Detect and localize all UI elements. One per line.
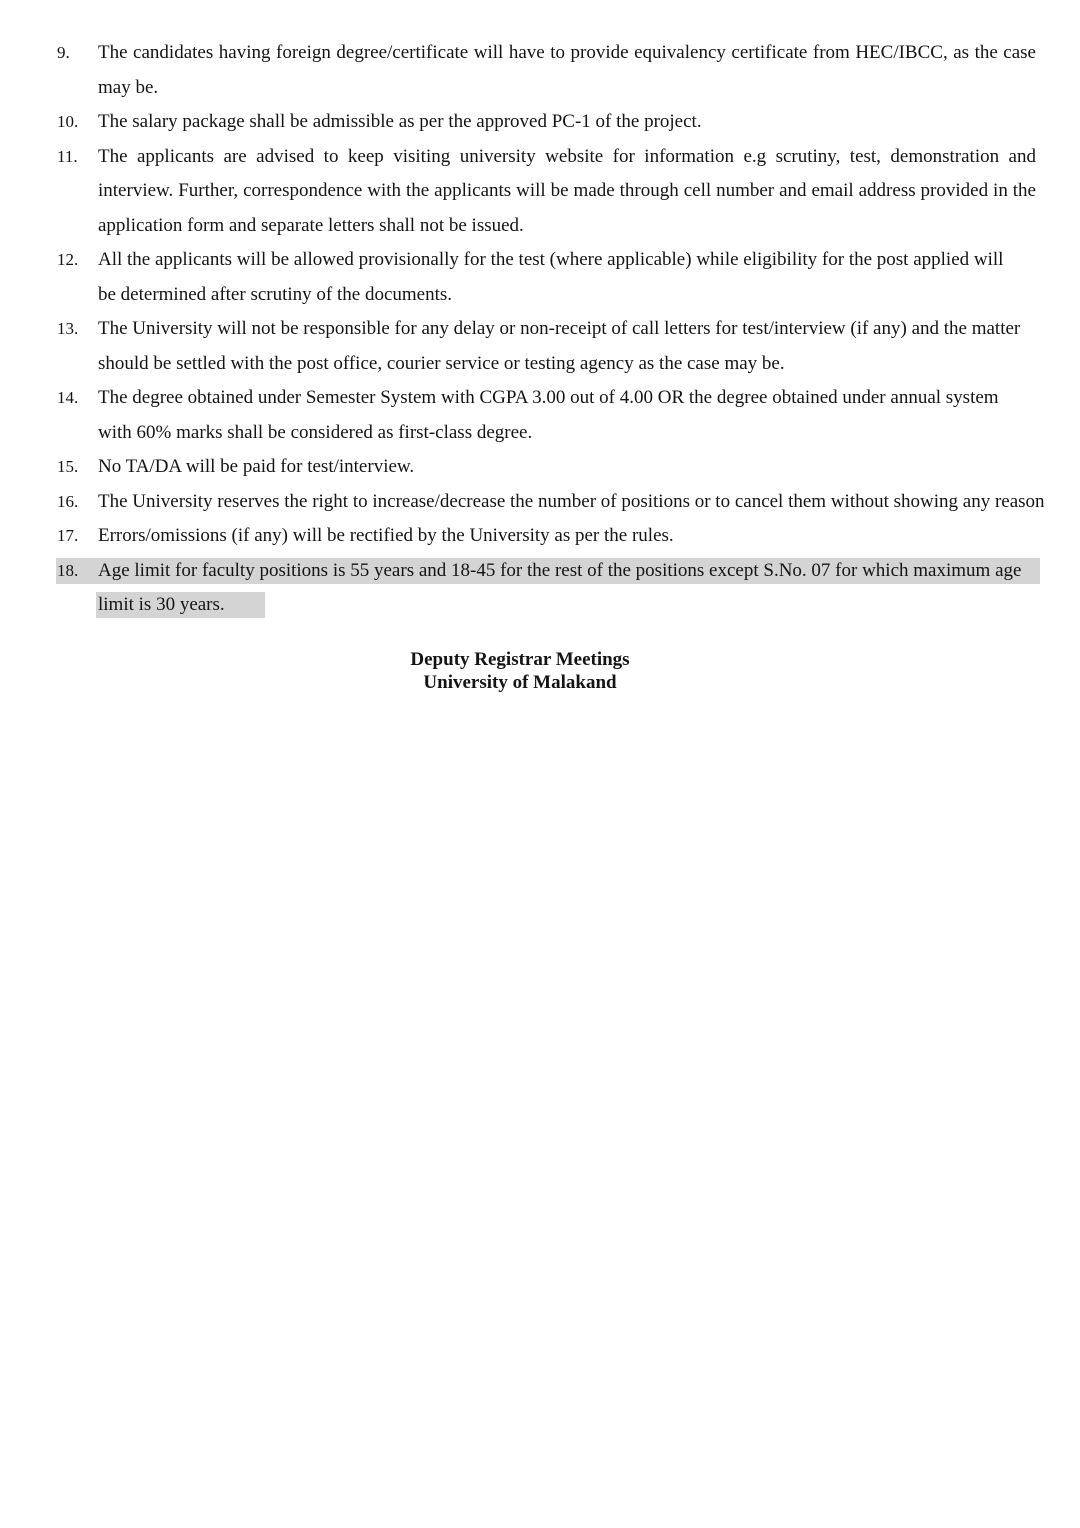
term-item-15 [0,450,1080,485]
term-text: Errors/omissions (if any) will be rectified by the University as per the rules. [98,525,674,546]
term-number: 14. [57,388,79,407]
term-item-17 [0,519,1080,554]
signature-block [0,648,1040,694]
term-number: 17. [57,526,79,545]
term-text: The University reserves the right to increase/decrease the number of positions or to cancel them without showing any reason [98,490,1045,512]
term-item-18 [0,554,1080,623]
term-text: The University will not be responsible for any delay or non-receipt of call letters for test/interview (if any) and the matter should be settled with the post office, courier service or testing agency as the case may be. [98,318,1021,374]
term-item-11 [0,140,1080,244]
term-text: The applicants are advised to keep visiting university website for information e.g scrutiny, test, demonstration and interview. Further, correspondence with the applicants will be made through cell number and email address provided in the application form and separate letters shall not be issued. [98,145,1036,236]
term-number: 16. [57,491,79,511]
signatory-title: Deputy Registrar Meetings [410,649,630,670]
term-item-9 [0,36,1080,105]
highlighted-term-block [0,554,1080,623]
term-text: All the applicants will be allowed provisionally for the test (where applicable) while eligibility for the post applied will be determined after scrutiny of the documents. [98,249,1004,305]
term-item-12 [0,243,1080,312]
term-item-13 [0,312,1080,381]
term-text: The degree obtained under Semester System with CGPA 3.00 out of 4.00 OR the degree obtained under annual system with 60% marks shall be considered as first-class degree. [98,387,999,443]
term-item-14 [0,381,1080,450]
term-number: 10. [57,112,79,131]
terms-list [0,36,1080,623]
term-number: 18. [57,560,79,580]
term-text: Age limit for faculty positions is 55 years and 18-45 for the rest of the positions except S.No. 07 for which maximum age limit is 30 years. [98,559,1022,615]
term-item-16 [0,485,1080,520]
term-number: 13. [57,319,79,338]
term-text: The candidates having foreign degree/certificate will have to provide equivalency certificate from HEC/IBCC, as the case may be. [98,42,1036,98]
term-number: 12. [57,250,79,269]
term-number: 11. [57,146,78,166]
term-number: 15. [57,457,79,476]
term-item-10 [0,105,1080,140]
signatory-organization: University of Malakand [423,672,617,693]
term-number: 9. [57,43,70,62]
term-text: No TA/DA will be paid for test/interview. [98,456,415,477]
term-text: The salary package shall be admissible as per the approved PC-1 of the project. [98,111,702,132]
